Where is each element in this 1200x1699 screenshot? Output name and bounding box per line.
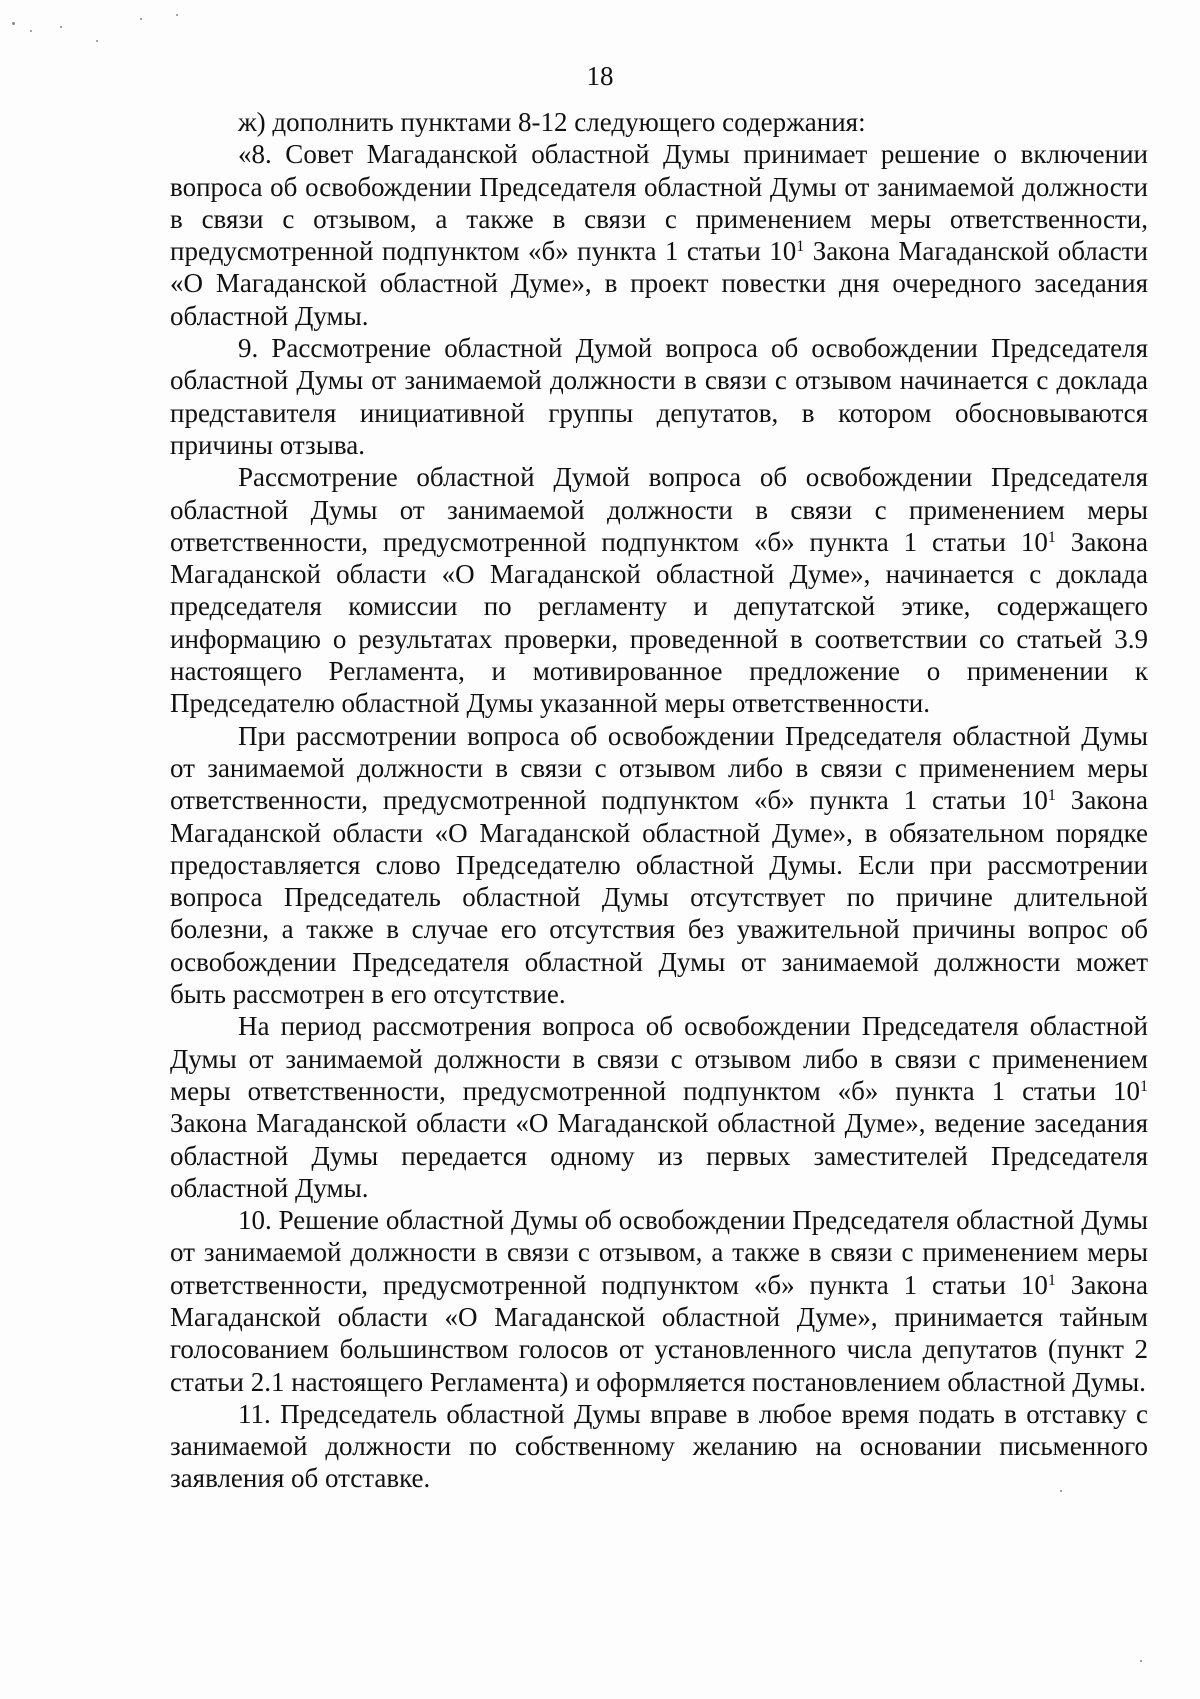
body-paragraph — [170, 332, 1148, 461]
superscript: 1 — [1047, 1271, 1056, 1289]
scan-speck — [140, 18, 142, 20]
body-paragraph — [170, 461, 1148, 719]
scan-speck — [60, 26, 62, 28]
body-paragraph — [170, 1398, 1148, 1495]
paragraph-text: Закона Магаданской области «О Магаданской областной Думе», в проект повестки дня очередного заседания областной Думы. — [170, 236, 1148, 331]
paragraph-text: 9. Рассмотрение областной Думой вопроса об освобождении Председателя областной Думы от занимаемой должности в связи с отзывом начинается с доклада представителя инициативной группы депутатов, в котором обосновываются причины отзыва. — [170, 333, 1148, 460]
paragraph-text: Закона Магаданской области «О Магаданской областной Думе», в обязательном порядке предоставляется слово Председателю областной Думы. Если при рассмотрении вопроса Председатель областной Думы отсутствует по причине длительной болезни, а также в случае его отсутствия без уважительной причины вопрос об освобождении Председателя областной Думы от занимаемой должности может быть рассмотрен в его отсутствие. — [170, 785, 1148, 1010]
scan-speck — [12, 22, 15, 25]
paragraph-text: Закона Магаданской области «О Магаданской областной Думе», начинается с доклада председателя комиссии по регламенту и депутатской этике, содержащего информацию о результатах проверки, проведенной в соответствии со статьей 3.9 настоящего Регламента, и мотивированное предложение о применении к Председателю областной Думы указанной меры ответственности. — [170, 526, 1148, 719]
body-paragraph — [170, 720, 1148, 1011]
body-paragraph — [170, 1010, 1148, 1204]
superscript: 1 — [796, 238, 805, 256]
paragraph-text: 11. Председатель областной Думы вправе в любое время подать в отставку с занимаемой должности по собственному желанию на основании письменного заявления об отставке. — [170, 1398, 1148, 1494]
paragraph-text: Рассмотрение областной Думой вопроса об освобождении Председателя областной Думы от занимаемой должности в связи с применением меры ответственности, предусмотренной подпунктом «б» пункта 1 статьи 10 — [170, 462, 1148, 557]
page-number: 18 — [586, 61, 614, 91]
scan-speck — [1140, 1660, 1142, 1662]
superscript: 1 — [1047, 787, 1056, 805]
scan-speck — [1060, 1490, 1062, 1492]
paragraph-text: «8. Совет Магаданской областной Думы принимает решение о включении вопроса об освобождении Председателя областной Думы от занимаемой должности в связи с отзывом, а также в связи с применением меры ответственности, предусмотренной подпунктом «б» пункта 1 статьи 10 — [170, 139, 1148, 267]
superscript: 1 — [1140, 1077, 1148, 1095]
body-paragraph — [170, 1204, 1148, 1398]
paragraph-text: При рассмотрении вопроса об освобождении Председателя областной Думы от занимаемой должности в связи с отзывом либо в связи с применением меры ответственности, предусмотренной подпунктом «б» пункта 1 статьи 10 — [170, 720, 1148, 816]
paragraph-text: Закона Магаданской области «О Магаданской областной Думе», принимается тайным голосованием большинством голосов от установленного числа депутатов (пункт 2 статьи 2.1 настоящего Регламента) и оформляется постановлением областной Думы. — [170, 1269, 1148, 1397]
paragraph-text: Закона Магаданской области «О Магаданской областной Думе», ведение заседания областной Думы передается одному из первых заместителей Председателя областной Думы. — [170, 1108, 1148, 1203]
scan-speck — [96, 40, 98, 42]
document-body — [170, 106, 1148, 1495]
body-paragraph — [170, 138, 1148, 332]
superscript: 1 — [1047, 528, 1056, 546]
paragraph-list — [170, 138, 1148, 1494]
intro-line: ж) дополнить пунктами 8-12 следующего содержания: — [238, 107, 866, 137]
paragraph-text: На период рассмотрения вопроса об освобождении Председателя областной Думы от занимаемой должности в связи с отзывом либо в связи с применением меры ответственности, предусмотренной подпунктом «б» пункта 1 статьи 10 — [170, 1011, 1148, 1106]
paragraph-text: 10. Решение областной Думы об освобождении Председателя областной Думы от занимаемой должности в связи с отзывом, а также в связи с применением меры ответственности, предусмотренной подпунктом «б» пункта 1 статьи 10 — [170, 1205, 1148, 1300]
scan-speck — [30, 30, 32, 32]
scan-speck — [176, 14, 178, 16]
